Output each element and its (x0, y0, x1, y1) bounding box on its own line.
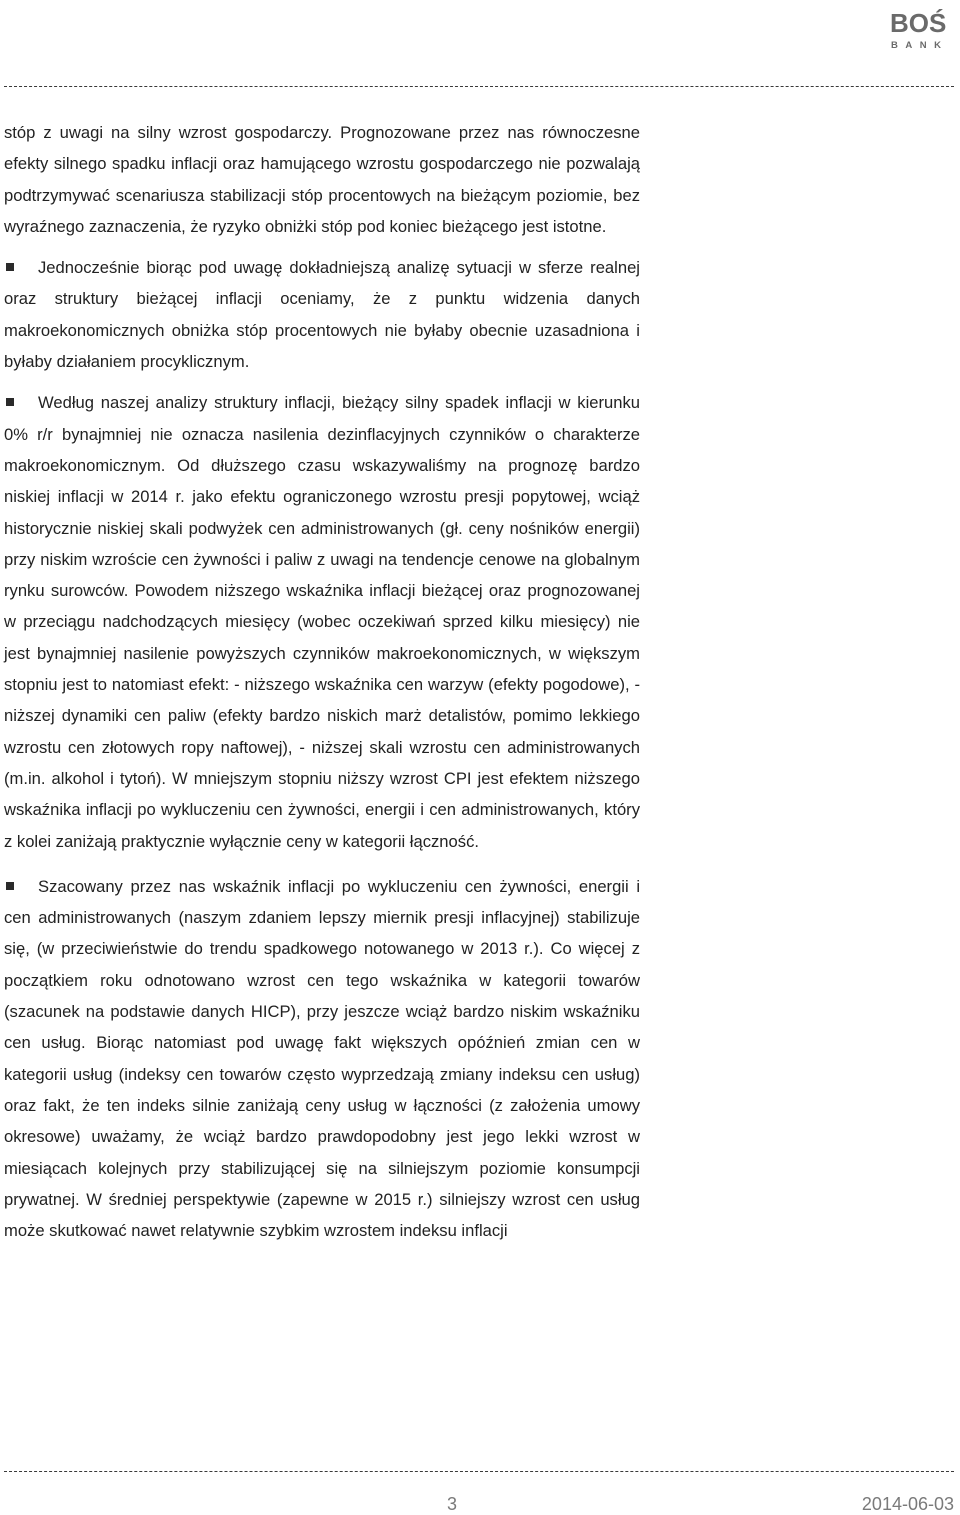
square-bullet-icon (6, 263, 14, 271)
paragraph-bullet-1 (4, 252, 640, 377)
square-bullet-icon (6, 882, 14, 890)
header-divider (4, 86, 954, 87)
paragraph-text: Jednocześnie biorąc pod uwagę dokładniejszą analizę sytuacji w sferze realnej oraz struktury bieżącej inflacji oceniamy, że z punktu widzenia danych makroekonomicznych obniżka stóp procentowych nie byłaby obecnie uzasadniona i byłaby działaniem procyklicznym. (4, 258, 640, 372)
paragraph-text: Według naszej analizy struktury inflacji, bieżący silny spadek inflacji w kierunku 0% r/r bynajmniej nie oznacza nasilenia dezinflacyjnych czynników o charakterze makroekonomicznym. Od dłuższego czasu wskazywaliśmy na prognozę bardzo niskiej inflacji w 2014 r. jako efektu ograniczonego wzrostu presji popytowej, wciąż historycznie niskiej skali podwyżek cen administrowanych (gł. ceny nośników energii) przy niskim wzroście cen żywności i paliw z uwagi na tendencje cenowe na globalnym rynku surowców. Powodem niższego wskaźnika inflacji bieżącej oraz prognozowanej w przeciągu nadchodzących miesięcy (wobec oczekiwań sprzed kilku miesięcy) nie jest bynajmniej nasilenie powyższych czynników makroekonomicznych, w większym stopniu jest to natomiast efekt: - niższego wskaźnika cen warzyw (efekty pogodowe), - niższej dynamiki cen paliw (efekty bardzo niskich marż detalistów, pomimo lekkiego wzrostu cen złotowych ropy naftowej), - niższej skali wzrostu cen administrowanych (m.in. alkohol i tytoń). W mniejszym stopniu niższy wzrost CPI jest efektem niższego wskaźnika inflacji po wykluczeniu cen żywności, energii i cen administrowanych, który z kolei zaniżają praktycznie wyłącznie ceny w kategorii łączność. (4, 393, 640, 851)
square-bullet-icon (6, 398, 14, 406)
paragraph-text: stóp z uwagi na silny wzrost gospodarczy. Prognozowane przez nas równoczesne efekty silnego spadku inflacji oraz hamującego wzrostu gospodarczego nie pozwalają podtrzymywać scenariusza stabilizacji stóp procentowych na bieżącym poziomie, bez wyraźnego zaznaczenia, że ryzyko obniżki stóp pod koniec bieżącego jest istotne. (4, 123, 640, 236)
paragraph-text: Szacowany przez nas wskaźnik inflacji po wykluczeniu cen żywności, energii i cen administrowanych (naszym zdaniem lepszy miernik presji inflacyjnej) stabilizuje się, (w przeciwieństwie do trendu spadkowego notowanego w 2013 r.). Co więcej z początkiem roku odnotowano wzrost cen tego wskaźnika w kategorii towarów (szacunek na podstawie danych HICP), przy jeszcze wciąż bardzo niskim wskaźniku cen usług. Biorąc natomiast pod uwagę fakt większych opóźnień zmian cen w kategorii usług (indeksy cen towarów często wyprzedzają zmiany indeksu cen usług) oraz fakt, że ten indeks silnie zaniżają ceny usług w łączności (z założenia umowy okresowe) uważamy, że wciąż bardzo prawdopodobny jest jego lekki wzrost w miesiącach kolejnych przy stabilizującej się na silniejszym poziomie konsumpcji prywatnej. W średniej perspektywie (zapewne w 2015 r.) silniejszy wzrost cen usług może skutkować nawet relatywnie szybkim wzrostem indeksu inflacji (4, 876, 640, 1241)
paragraph-intro (4, 117, 640, 242)
bos-bank-logo (888, 6, 952, 52)
bos-bank-logo-icon (888, 6, 952, 52)
paragraph-bullet-2 (4, 387, 640, 856)
document-date: 2014-06-03 (861, 1494, 954, 1514)
logo-subtext: BANK (891, 40, 949, 51)
page-number: 3 (446, 1494, 457, 1514)
footer-divider (4, 1471, 954, 1472)
document-body (4, 117, 640, 1246)
logo-text: BOŚ (890, 8, 947, 38)
paragraph-bullet-3 (4, 871, 640, 1247)
